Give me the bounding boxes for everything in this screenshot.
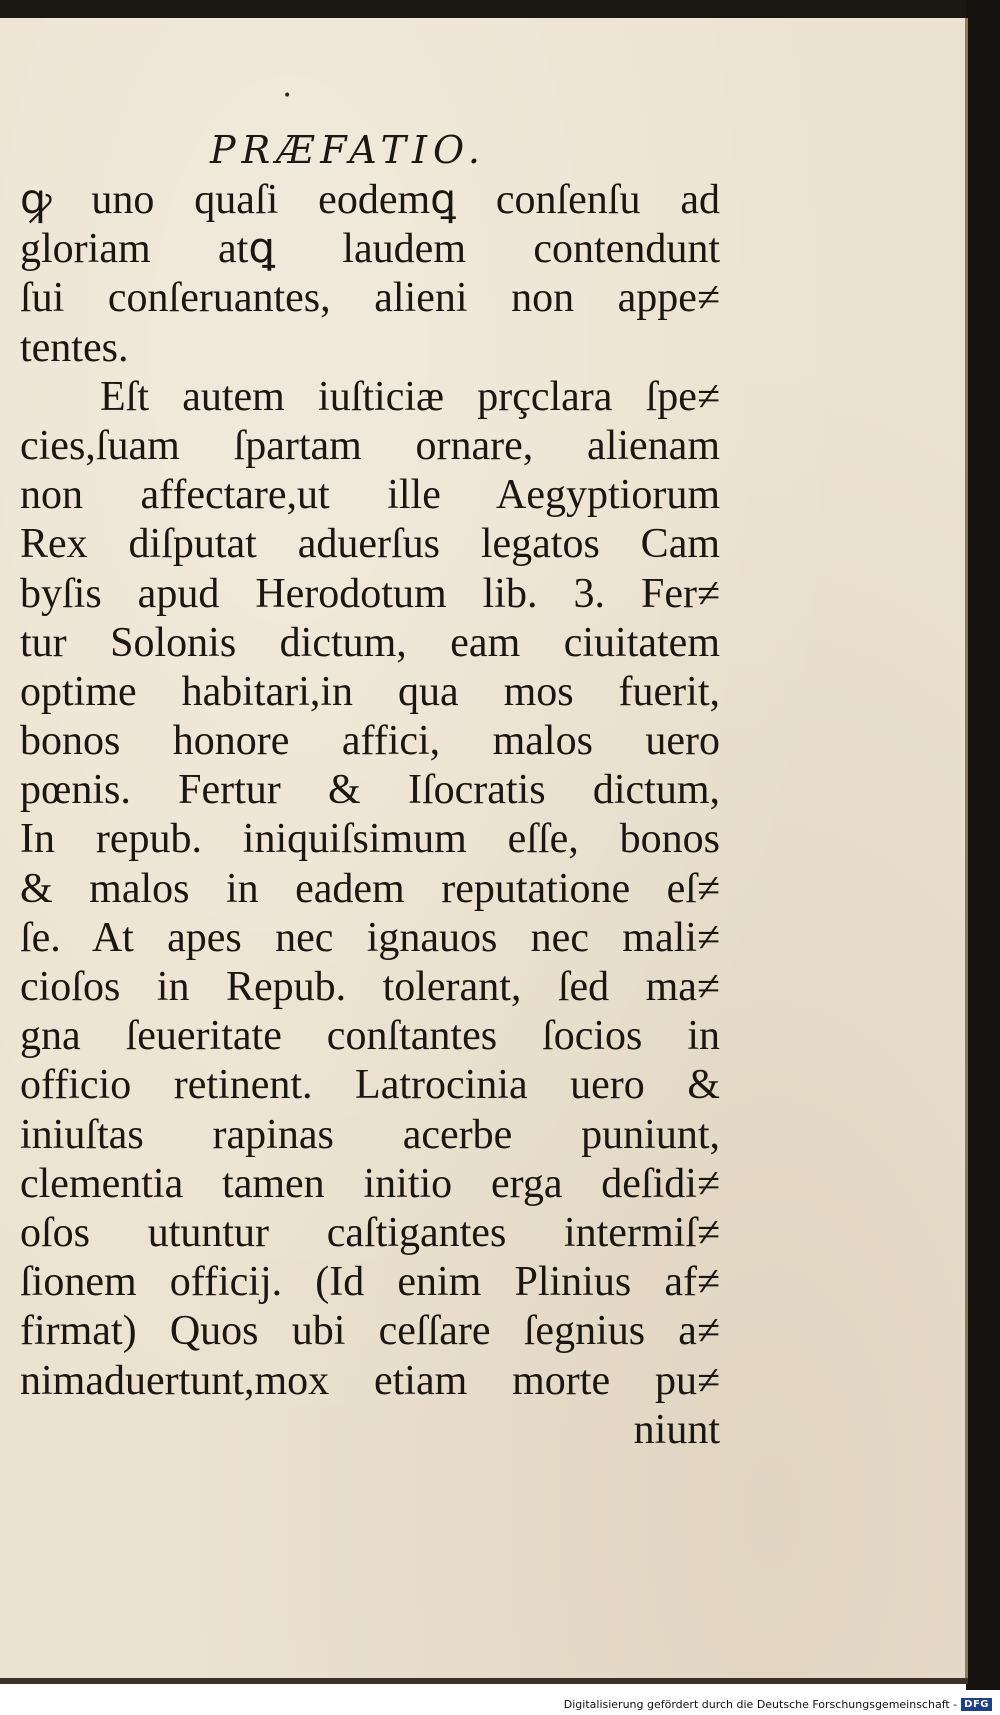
text-line: officio retinent. Latrocinia uero & bbox=[20, 1062, 720, 1109]
dfg-logo: DFG bbox=[961, 1698, 992, 1711]
text-line: ſionem officij. (Id enim Plinius af≠ bbox=[20, 1259, 720, 1306]
text-line: Eſt autem iuſticiæ prçclara ſpe≠ bbox=[100, 373, 720, 420]
text-line: Rex diſputat aduerſus legatos Cam bbox=[20, 521, 720, 568]
text-line: clementia tamen initio erga deſidi≠ bbox=[20, 1160, 720, 1207]
text-line: optime habitari,in qua mos fuerit, bbox=[20, 668, 720, 715]
body-text bbox=[20, 176, 720, 1455]
text-line: nimaduertunt,mox etiam morte pu≠ bbox=[20, 1357, 720, 1404]
text-line: oſos utuntur caſtigantes intermiſ≠ bbox=[20, 1209, 720, 1256]
digitization-credit bbox=[564, 1698, 992, 1711]
ornament-mark: • bbox=[283, 88, 292, 104]
text-line: & malos in eadem reputatione eſ≠ bbox=[20, 865, 720, 912]
text-line: tentes. bbox=[20, 324, 129, 371]
page-bottom-edge bbox=[0, 1678, 968, 1684]
text-line: byſis apud Herodotum lib. 3. Fer≠ bbox=[20, 570, 720, 617]
text-line: cies,ſuam ſpartam ornare, alienam bbox=[20, 422, 720, 469]
text-line: ſui conſeruantes, alieni non appe≠ bbox=[20, 275, 720, 322]
credit-text: Digitalisierung gefördert durch die Deutsche Forschungsgemeinschaft - bbox=[563, 1698, 958, 1711]
text-line: tur Solonis dictum, eam ciuitatem bbox=[20, 619, 720, 666]
text-line: gloriam atꝗ laudem contendunt bbox=[20, 226, 720, 273]
text-line: In repub. iniquiſsimum eſſe, bonos bbox=[20, 816, 720, 863]
running-head: PRÆFATIO. bbox=[210, 128, 487, 172]
text-line: bonos honore affici, malos uero bbox=[20, 718, 720, 765]
scanner-border-right bbox=[966, 0, 1000, 1690]
book-page bbox=[0, 18, 968, 1678]
text-line: ꝙ uno quaſi eodemꝗ conſenſu ad bbox=[20, 177, 720, 223]
catchword: niunt bbox=[633, 1406, 720, 1453]
text-line: cioſos in Repub. tolerant, ſed ma≠ bbox=[20, 964, 720, 1010]
scanner-border-top bbox=[0, 0, 1000, 20]
text-line: ſe. At apes nec ignauos nec mali≠ bbox=[20, 914, 720, 961]
text-line: firmat) Quos ubi ceſſare ſegnius a≠ bbox=[20, 1308, 720, 1355]
text-line: iniuſtas rapinas acerbe puniunt, bbox=[20, 1111, 720, 1158]
text-line: gna ſeueritate conſtantes ſocios in bbox=[20, 1013, 720, 1060]
text-line: pœnis. Fertur & Iſocratis dictum, bbox=[20, 767, 720, 814]
text-line: non affectare,ut ille Aegyptiorum bbox=[20, 472, 720, 519]
